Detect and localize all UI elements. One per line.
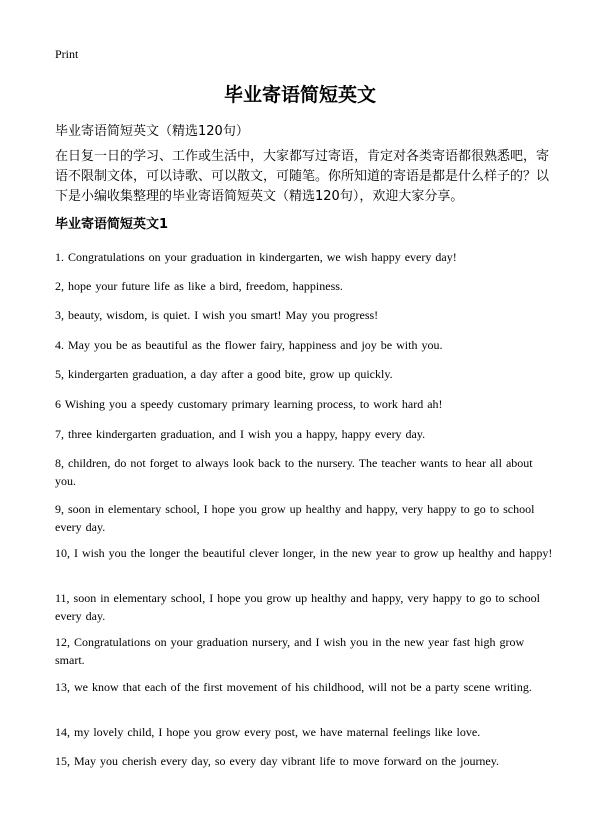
list-item: 4. May you be as beautiful as the flower fairy, happiness and joy be with you. — [55, 338, 443, 352]
list-item: 9, soon in elementary school, I hope you grow up healthy and happy, very happy to go to school every day. — [55, 502, 535, 534]
page-subtitle: 毕业寄语简短英文（精选120句） — [55, 124, 249, 139]
list-item: 2, hope your future life as like a bird, freedom, happiness. — [55, 279, 343, 293]
list-item: 1. Congratulations on your graduation in kindergarten, we wish happy every day! — [55, 250, 457, 264]
list-item: 10, I wish you the longer the beautiful clever longer, in the new year to grow up healthy and happy! — [55, 546, 553, 560]
page-title: 毕业寄语简短英文 — [223, 84, 376, 106]
section-heading: 毕业寄语简短英文1 — [55, 217, 169, 232]
list-item: 8, children, do not forget to always look back to the nursery. The teacher wants to hear all about you. — [55, 456, 533, 488]
list-item: 13, we know that each of the first movement of his childhood, will not be a party scene writing. — [55, 680, 532, 694]
intro-paragraph: 在日复一日的学习、工作或生活中，大家都写过寄语，肯定对各类寄语都很熟悉吧，寄语不限制文体，可以诗歌、可以散文，可随笔。你所知道的寄语是都是什么样子的？以下是小编收集整理的毕业寄语简短英文（精选120句），欢迎大家分享。 — [55, 149, 550, 204]
list-item: 3, beauty, wisdom, is quiet. I wish you smart! May you progress! — [55, 308, 379, 322]
list-item: 15, May you cherish every day, so every day vibrant life to move forward on the journey. — [55, 754, 499, 768]
list-item: 14, my lovely child, I hope you grow every post, we have maternal feelings like love. — [55, 725, 481, 739]
list-item: 11, soon in elementary school, I hope you grow up healthy and happy, very happy to go to school every day. — [55, 591, 541, 623]
list-item: 6 Wishing you a speedy customary primary learning process, to work hard ah! — [55, 397, 443, 411]
list-item: 5, kindergarten graduation, a day after a good bite, grow up quickly. — [55, 367, 393, 381]
list-item: 12, Congratulations on your graduation nursery, and I wish you in the new year fast high grow smart. — [55, 635, 525, 667]
print-label: Print — [55, 47, 79, 61]
list-item: 7, three kindergarten graduation, and I wish you a happy, happy every day. — [55, 427, 426, 441]
